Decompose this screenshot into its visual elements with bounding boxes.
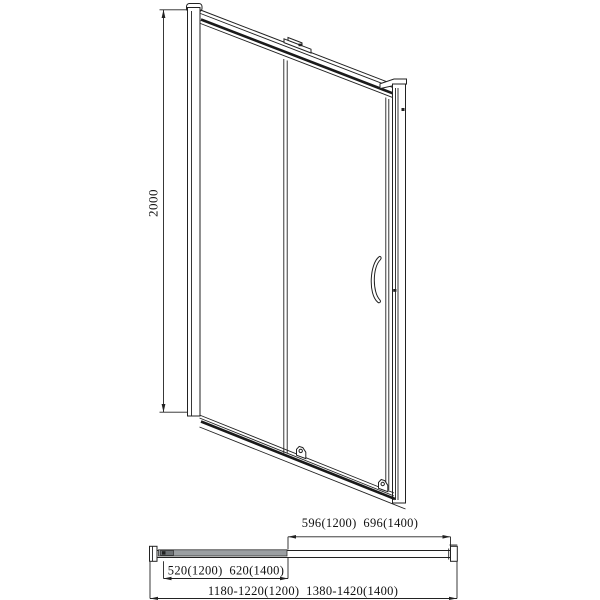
fixing-screw (393, 289, 396, 292)
plan-top-dimension-label: 596(1200) 696(1400) (301, 516, 419, 530)
height-dimension-label: 2000 (145, 189, 161, 217)
plan-left-dimension-label: 520(1200) 620(1400) (167, 563, 285, 578)
plan-wall-profile-right (451, 546, 458, 561)
fixing-screw (402, 108, 405, 111)
plan-wall-profile-left (150, 546, 158, 561)
wall-profile-left (187, 4, 203, 417)
plan-bottom-dimension-label: 1180-1220(1200) 1380-1420(1400) (207, 584, 399, 598)
plan-sliding-panel (159, 550, 288, 556)
